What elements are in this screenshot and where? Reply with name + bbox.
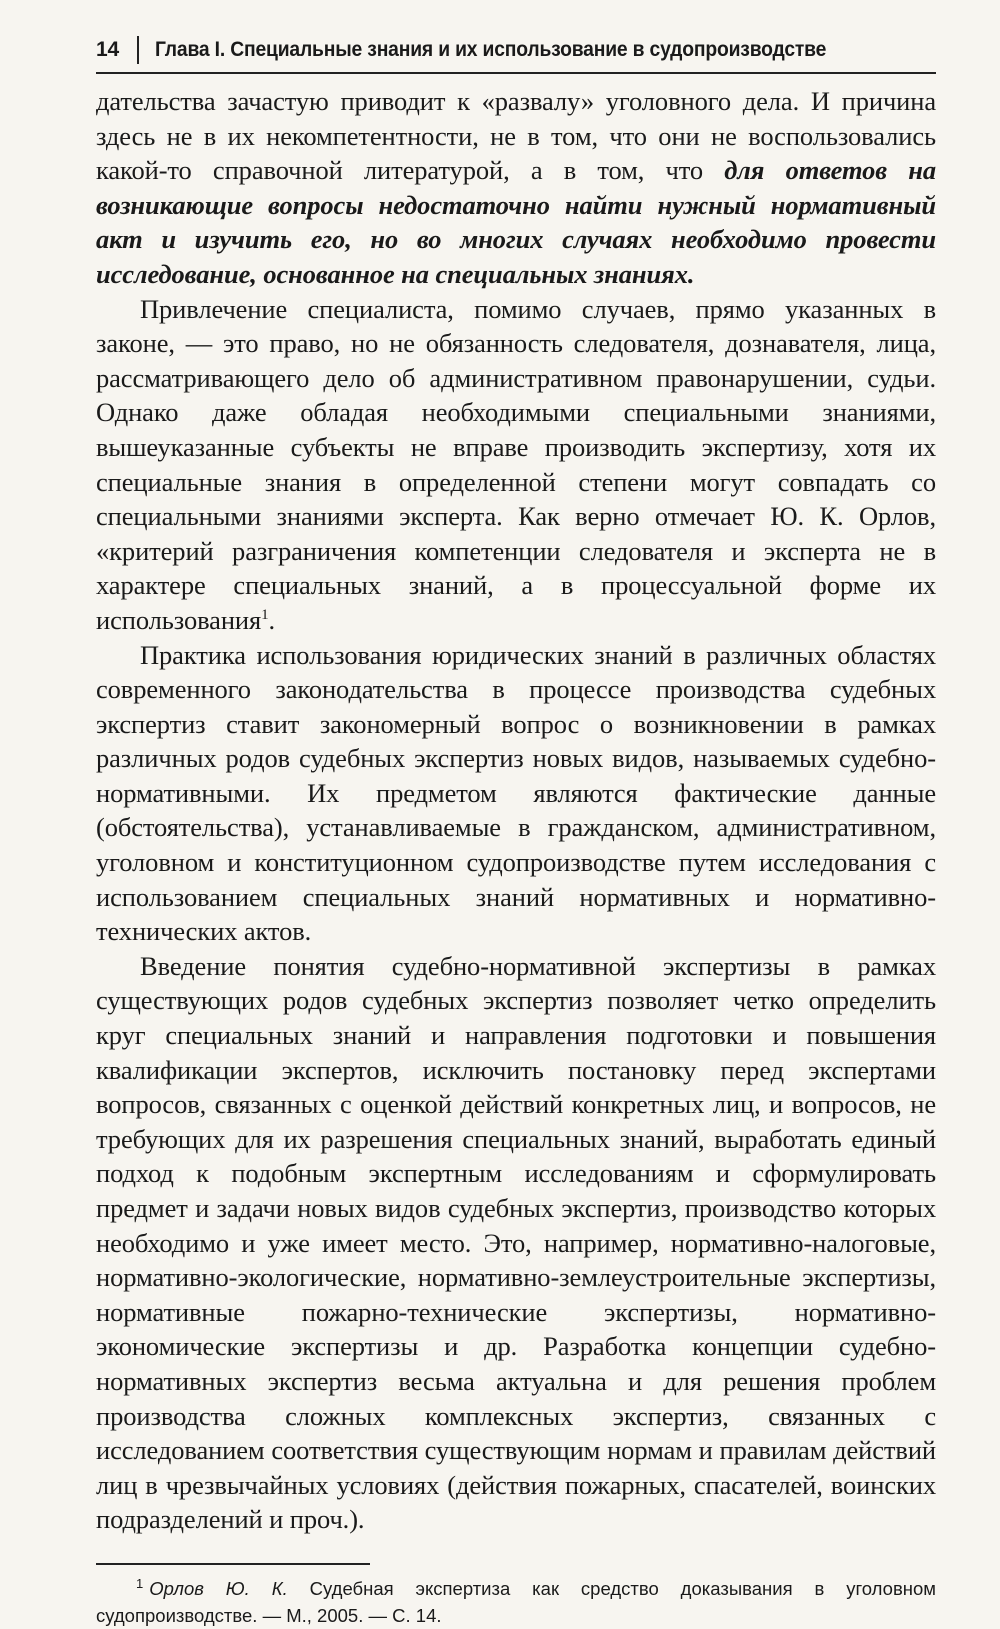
footnote-divider	[96, 1563, 370, 1565]
book-page	[96, 30, 936, 1629]
chapter-title: Глава I. Специальные знания и их использование в судопроизводстве	[154, 38, 827, 61]
footnote	[96, 1575, 936, 1629]
emphasized-text: для ответов на возникающие вопросы недостаточно найти нужный нормативный акт и изучить его, но во многих случаях необходимо провести исследование, основанное на специальных знаниях.	[96, 155, 936, 289]
paragraph: Практика использования юридических знаний в различных областях современного законодательства в процессе производства судебных экспертиз ставит закономерный вопрос о возникновении в рамках различных родов судебных экспертиз новых видов, называемых судебно-нормативными. Их предметом являются фактические данные (обстоятельства), устанавливаемые в гражданском, административном, уголовном и конституционном судопроизводстве путем исследования с использованием специальных знаний нормативных и нормативно-технических актов.	[96, 639, 936, 947]
paragraph-text: Привлечение специалиста, помимо случаев, прямо указанных в законе, — это право, но не обязанность следователя, дознавателя, лица, рассматривающего дело об административном правонарушении, судьи. Однако даже обладая необходимыми специальными знаниями, вышеуказанные субъекты не вправе производить экспертизу, хотя их специальные знания в определенной степени могут совпадать со специальными знаниями эксперта. Как верно отмечает Ю. К. Орлов, «критерий разграничения компетенции следователя и эксперта не в характере специальных знаний, а в процессуальной форме их использования	[96, 293, 936, 635]
paragraph	[96, 292, 936, 638]
header-separator	[137, 36, 139, 64]
body-text	[96, 84, 936, 1537]
running-head	[96, 30, 936, 74]
paragraph: Введение понятия судебно-нормативной экспертизы в рамках существующих родов судебных экспертиз позволяет четко определить круг специальных знаний и направления подготовки и повышения квалификации экспертов, исключить постановку перед экспертами вопросов, связанных с оценкой действий конкретных лиц, и вопросов, не требующих для их разрешения специальных знаний, выработать единый подход к подобным экспертным исследованиям и сформулировать предмет и задачи новых видов судебных экспертиз, производство которых необходимо и уже имеет место. Это, например, нормативно-налоговые, нормативно-экологические, нормативно-землеустроительные экспертизы, нормативные пожарно-технические экспертизы, нормативно-экономические экспертизы и др. Разработка концепции судебно-нормативных экспертиз весьма актуальна и для решения проблем производства сложных комплексных экспертиз, связанных с исследованием соответствия существующим нормам и правилам действий лиц в чрезвычайных условиях (действия пожарных, спасателей, воинских подразделений и проч.).	[96, 950, 936, 1535]
paragraph-text-tail: .	[268, 604, 276, 635]
paragraph-text: дательства зачастую приводит к «развалу» уголовного дела. И причина здесь не в их некомпетентности, не в том, что они не воспользовались какой-то справочной литературой, а в том, что	[96, 86, 936, 186]
page-number: 14	[96, 38, 119, 61]
footnote-reference: 1	[261, 607, 269, 624]
footnote-marker: 1	[136, 1575, 144, 1591]
footnote-author: Орлов Ю. К.	[149, 1577, 288, 1599]
paragraph-continuation	[96, 84, 936, 292]
footnote-text: Судебная экспертиза как средство доказывания в уголовном судопроизводстве. — М., 2005. — С. 14.	[96, 1577, 937, 1626]
